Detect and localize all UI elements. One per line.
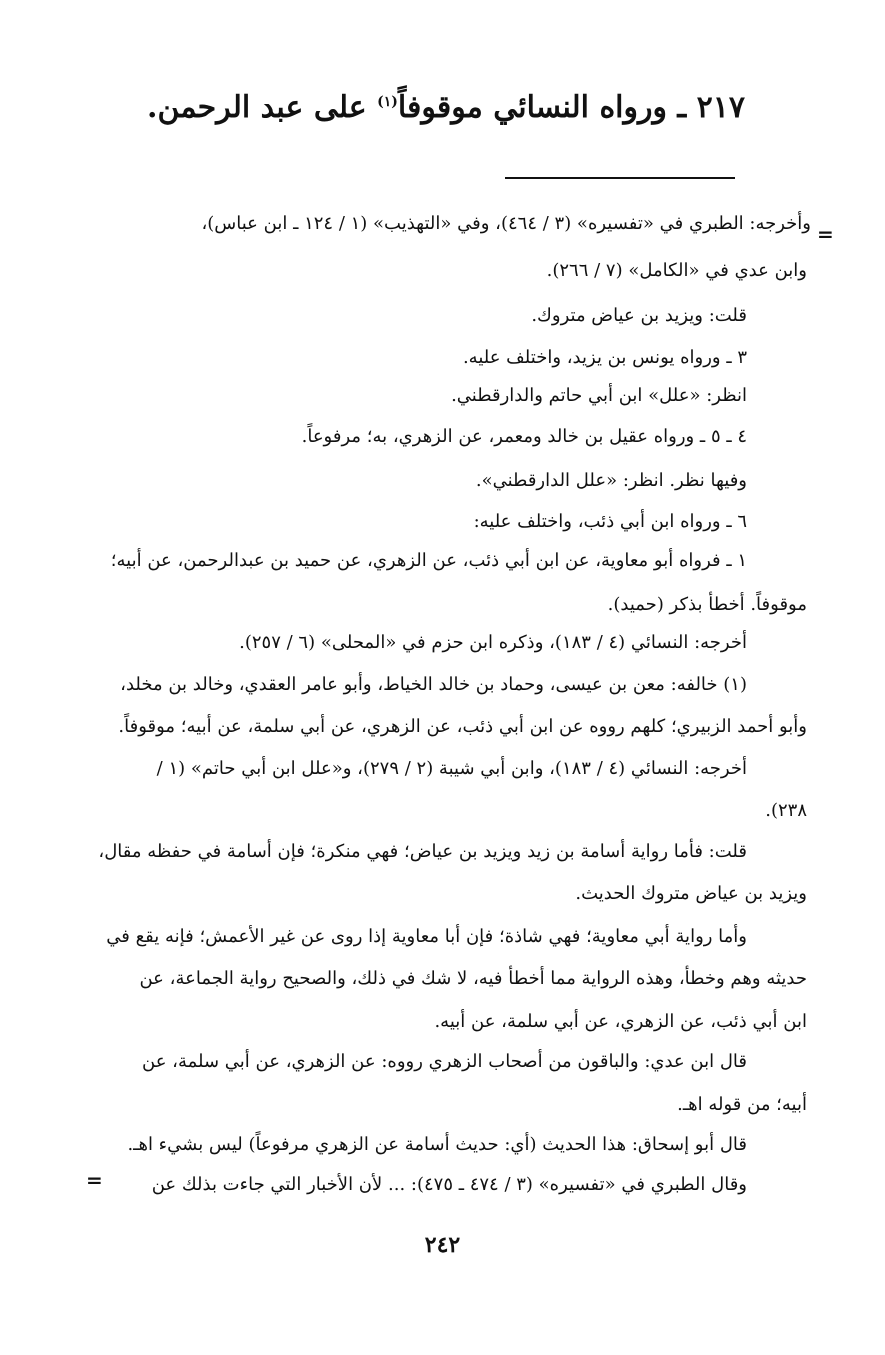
page-number: ٢٤٢	[424, 1232, 461, 1258]
text-line: أخرجه: النسائي (٤ / ١٨٣)، وذكره ابن حزم في «المحلى» (٦ / ٢٥٧).	[239, 632, 747, 653]
text-line: ٢٣٨).	[765, 800, 807, 821]
footnote-line: (١) خالفه: معن بن عيسى، وحماد بن خالد الخياط، وأبو عامر العقدي، وخالد بن مخلد،	[120, 674, 747, 695]
text-line: وفيها نظر. انظر: «علل الدارقطني».	[475, 470, 747, 491]
text-line: ٦ ـ ورواه ابن أبي ذئب، واختلف عليه:	[473, 511, 747, 532]
text-line: قلت: ويزيد بن عياض متروك.	[531, 305, 747, 326]
text-line: ٣ ـ ورواه يونس بن يزيد، واختلف عليه.	[462, 347, 747, 368]
text-line: وأما رواية أبي معاوية؛ فهي شاذة؛ فإن أبا معاوية إذا روى عن غير الأعمش؛ فإنه يقع في	[106, 926, 747, 947]
heading-text: ٢١٧ ـ ورواه النسائي موقوفاً	[397, 90, 745, 125]
text-line: انظر: «علل» ابن أبي حاتم والدارقطني.	[451, 385, 747, 406]
text-line: وأخرجه: الطبري في «تفسيره» (٣ / ٤٦٤)، وفي «التهذيب» (١ / ١٢٤ ـ ابن عباس)،	[201, 213, 811, 234]
footnote-ref: (١)	[377, 94, 398, 110]
heading-tail: على عبد الرحمن.	[147, 90, 378, 125]
text-line: ابن أبي ذئب، عن الزهري، عن أبي سلمة، عن أبيه.	[434, 1011, 807, 1032]
text-line: ويزيد بن عياض متروك الحديث.	[575, 883, 807, 904]
text-line: ٤ ـ ٥ ـ ورواه عقيل بن خالد ومعمر، عن الزهري، به؛ مرفوعاً.	[301, 426, 747, 447]
text-line: حديثه وهم وخطأ، وهذه الرواية مما أخطأ فيه، لا شك في ذلك، والصحيح رواية الجماعة، عن	[139, 968, 807, 989]
text-line: وابن عدي في «الكامل» (٧ / ٢٦٦).	[546, 260, 807, 281]
text-line: أبيه؛ من قوله اهـ.	[677, 1094, 807, 1115]
continuation-mark-top: =	[817, 222, 834, 246]
footnote-divider	[505, 177, 735, 179]
text-line: وقال الطبري في «تفسيره» (٣ / ٤٧٤ ـ ٤٧٥): ... لأن الأخبار التي جاءت بذلك عن	[151, 1174, 747, 1195]
continuation-mark-bottom: =	[86, 1168, 103, 1192]
hadith-heading	[147, 90, 745, 125]
text-line: وأبو أحمد الزبيري؛ كلهم رووه عن ابن أبي ذئب، عن الزهري، عن أبي سلمة، عن أبيه؛ موقوفاً.	[118, 716, 807, 737]
text-line: قال ابن عدي: والباقون من أصحاب الزهري رووه: عن الزهري، عن أبي سلمة، عن	[142, 1051, 747, 1072]
text-line: موقوفاً. أخطأ بذكر (حميد).	[607, 594, 807, 615]
text-line: أخرجه: النسائي (٤ / ١٨٣)، وابن أبي شيبة (٢ / ٢٧٩)، و«علل ابن أبي حاتم» (١ /	[156, 758, 747, 779]
text-line: قال أبو إسحاق: هذا الحديث (أي: حديث أسامة عن الزهري مرفوعاً) ليس بشيء اهـ.	[127, 1134, 747, 1155]
text-line: قلت: فأما رواية أسامة بن زيد ويزيد بن عياض؛ فهي منكرة؛ فإن أسامة في حفظه مقال،	[98, 841, 747, 862]
text-line: ١ ـ فرواه أبو معاوية، عن ابن أبي ذئب، عن الزهري، عن حميد بن عبدالرحمن، عن أبيه؛	[110, 550, 747, 571]
